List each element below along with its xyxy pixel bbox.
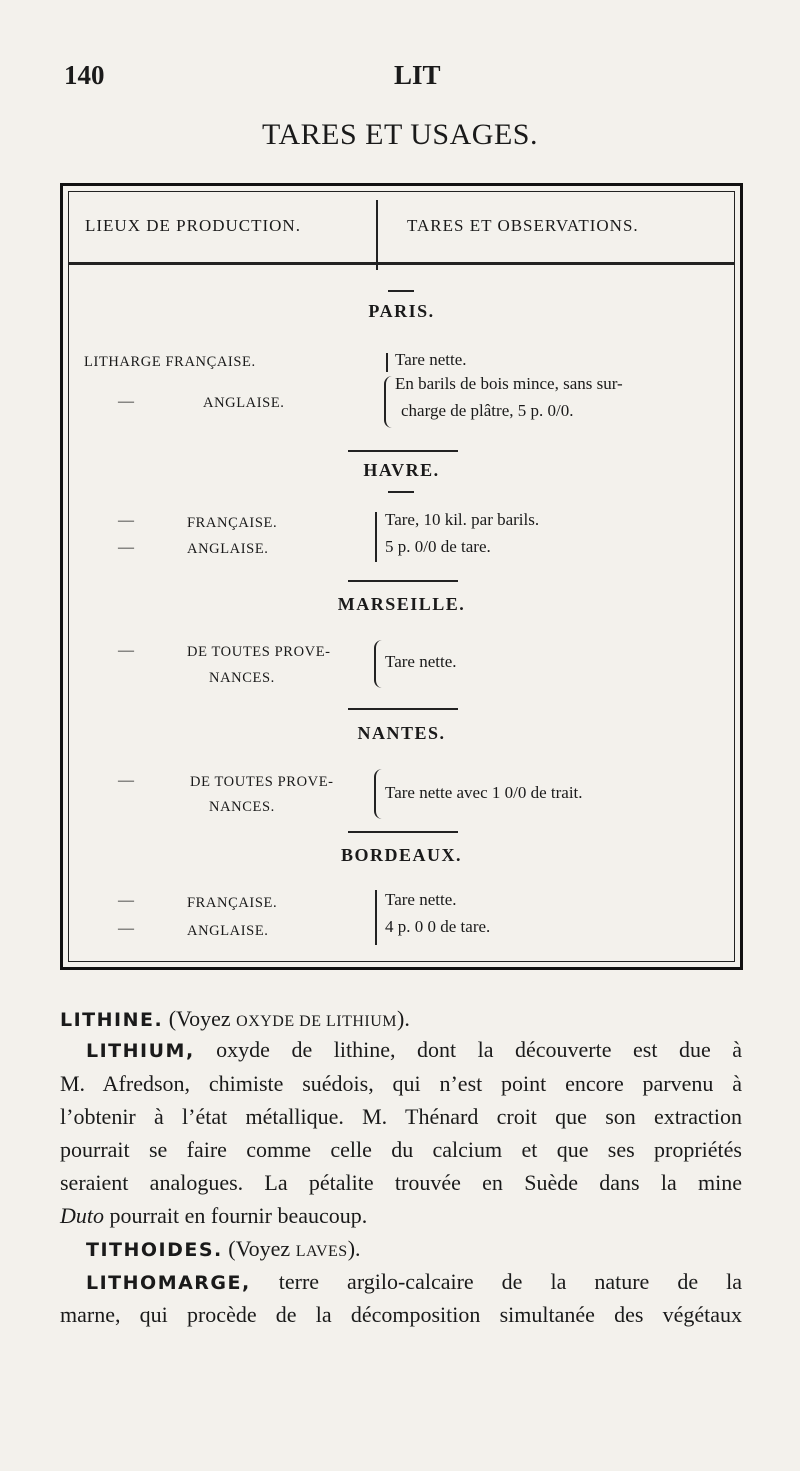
brace: [374, 640, 384, 688]
section-rule: [348, 450, 458, 452]
running-head: [64, 60, 736, 94]
entry-text: pourrait en fournir beaucoup.: [104, 1203, 368, 1228]
entry-line: [86, 1269, 742, 1295]
entry-text: (Voyez: [163, 1006, 237, 1031]
product-label: FRANÇAISE.: [187, 895, 278, 911]
ditto-dash: —: [118, 892, 134, 909]
observation-text: 5 p. 0/0 de tare.: [385, 537, 491, 556]
entry-line: [86, 1037, 742, 1063]
observation-text: charge de plâtre, 5 p. 0/0.: [401, 401, 574, 420]
cross-reference: OXYDE DE LITHIUM: [236, 1013, 397, 1030]
brace-line: [375, 512, 377, 562]
ditto-dash: —: [118, 772, 134, 789]
entry-line: M. Afredson, chimiste suédois, qui n’est point encore parvenu à: [60, 1071, 742, 1096]
section-rule: [348, 831, 458, 833]
entry-line: seraient analogues. La pétalite trouvée en Suède dans la mine: [60, 1170, 742, 1195]
product-label: DE TOUTES PROVE-: [187, 644, 331, 660]
headword: LITHIUM,: [86, 1040, 195, 1062]
brace-line: [375, 890, 377, 945]
brace: [374, 769, 384, 819]
product-label: DE TOUTES PROVE-: [190, 774, 334, 790]
ditto-dash: —: [118, 512, 134, 529]
column-header-production: LIEUX DE PRODUCTION.: [85, 216, 301, 235]
entry-line: pourrait se faire comme celle du calcium et que ses propriétés: [60, 1137, 742, 1162]
product-label: LITHARGE FRANÇAISE.: [84, 354, 256, 370]
product-label: ANGLAISE.: [187, 923, 269, 939]
observation-text: Tare nette.: [385, 890, 457, 909]
observation-text: 4 p. 0 0 de tare.: [385, 917, 491, 936]
cross-reference: LAVES: [295, 1243, 348, 1260]
product-label-continued: NANCES.: [209, 799, 275, 815]
brace: [384, 376, 394, 428]
table-title: TARES ET USAGES.: [262, 118, 538, 151]
product-label-continued: NANCES.: [209, 670, 275, 686]
city-heading: BORDEAUX.: [340, 845, 462, 865]
ditto-dash: —: [118, 539, 134, 556]
entry-text: oxyde de lithine, dont la découverte est due à: [194, 1037, 742, 1062]
entry-text: ).: [347, 1236, 361, 1261]
observation-text: En barils de bois mince, sans sur-: [395, 374, 623, 393]
city-dash: [388, 290, 414, 292]
city-dash: [388, 491, 414, 493]
column-divider: [376, 200, 378, 270]
product-label: FRANÇAISE.: [187, 515, 278, 531]
header-rule: [69, 262, 734, 265]
city-heading: MARSEILLE.: [337, 594, 466, 614]
observation-text: Tare nette.: [395, 350, 467, 369]
city-heading: HAVRE.: [363, 460, 440, 480]
product-label: ANGLAISE.: [187, 541, 269, 557]
observation-text: Tare nette avec 1 0/0 de trait.: [385, 783, 583, 802]
entry-line: [60, 1203, 367, 1229]
observation-text: Tare, 10 kil. par barils.: [385, 510, 540, 529]
entry-text: (Voyez: [222, 1236, 296, 1261]
observation-text: Tare nette.: [385, 652, 457, 671]
tare-table: [60, 183, 743, 970]
entry-line: l’obtenir à l’état métallique. M. Thénard croit que son extraction: [60, 1104, 742, 1129]
headword: LITHINE.: [60, 1009, 164, 1031]
entry-text: terre argilo-calcaire de la nature de la: [250, 1269, 742, 1294]
page-number: 140: [64, 60, 105, 90]
place-name: Duto: [60, 1203, 104, 1228]
ditto-dash: —: [118, 920, 134, 937]
product-label: ANGLAISE.: [203, 395, 285, 411]
entry-text: ).: [397, 1006, 410, 1031]
entry-line: marne, qui procède de la décomposition simultanée des végétaux: [60, 1302, 742, 1327]
section-rule: [348, 580, 458, 582]
entry-lithoides: [86, 1236, 361, 1262]
city-heading: PARIS.: [368, 301, 435, 321]
brace-line: [386, 353, 388, 372]
column-header-observations: TARES ET OBSERVATIONS.: [407, 216, 639, 235]
headword: TITHOIDES.: [86, 1239, 223, 1261]
headword: LITHOMARGE,: [86, 1272, 251, 1294]
entry-lithine: [60, 1004, 760, 1036]
section-rule: [348, 708, 458, 710]
ditto-dash: —: [118, 393, 134, 410]
city-heading: NANTES.: [357, 723, 446, 743]
section-key: LIT: [394, 60, 441, 90]
ditto-dash: —: [118, 642, 134, 659]
